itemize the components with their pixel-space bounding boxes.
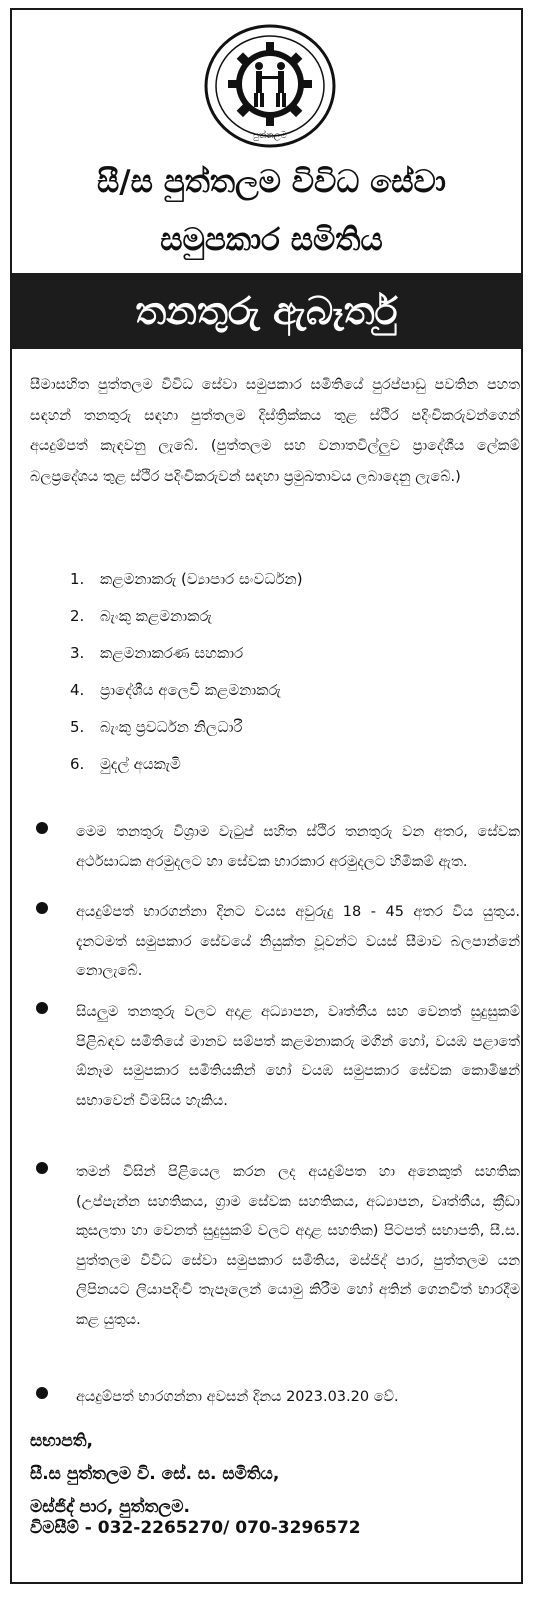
signature-line1: සභාපති,: [30, 1431, 93, 1451]
bullet-item: සියලුම තනතුරු වලට අදාළ අධ්‍යාපන, වෘත්තීය සහ වෙනත් සුදුසුකම් පිළිබඳව සමිතියේ මානව සම්පත් කළමනාකරු මගින් හෝ, වයඹ පළාතේ ඕනෑම සමුපකාර සමිතියකින් හෝ වයඹ සමුපකාර සේවක කොමිෂන් සභාවෙන් විමසිය හැකිය.: [30, 998, 520, 1116]
list-item: 4. ප්‍රාදේශීය අලෙවි කළමනාකරු: [70, 680, 281, 699]
logo-text: පුත්තලම: [252, 131, 288, 141]
bullet-item: අයදුම්පත් භාරගන්නා අවසන් දිනය 2023.03.20 වේ.: [30, 1383, 520, 1413]
org-title-line2: සමුපකාර සමිතිය: [160, 222, 383, 258]
signature-block: [30, 1425, 279, 1524]
bullet-icon: [36, 902, 48, 914]
bullet-item: මෙම තනතුරු විශ්‍රාම වැටුප් සහිත ස්ථිර තනතුරු වන අතර, සේවක අර්ථසාධක අරමුදලට හා සේවක භාරකාර අරමුදලට හිමිකම් ඇත.: [30, 818, 520, 877]
signature-line2: සී.ස පුත්තලම වි. සේ. ස. සමිතිය,: [30, 1464, 280, 1484]
bullet-icon: [36, 1387, 48, 1399]
bullet-icon: [36, 1162, 48, 1174]
list-item: 1. කළමනාකරු (ව්‍යාපාර සංවර්ධන): [70, 569, 303, 588]
banner-text: තනතුරු ඇබෑර්තු: [135, 288, 398, 333]
list-item: 6. මුදල් අයකැමි: [70, 754, 181, 773]
org-title-line1: සී/ස පුත්තලම විවිධ සේවා: [97, 164, 446, 200]
bullet-icon: [36, 822, 48, 834]
bullet-icon: [36, 1002, 48, 1014]
list-item: 3. කළමනාකරණ සහකාර: [70, 643, 244, 662]
intro-paragraph: සීමාසහිත පුත්තලම විවිධ සේවා සමුපකාර සමිතියේ පුරප්පාඩු පවතින පහත සඳහන් තනතුරු සඳහා පුත්තලම දිස්ත්‍රික්කය තුළ ස්ථිර පදිංචිකරුවන්ගෙන් අයදුම්පත් කැඳවනු ලැබේ. (පුත්තලම සහ වනාතවිල්ලුව ප්‍රාදේශීය ලේකම් බලප්‍රදේශය තුළ ස්ථිර පදිංචිකරුවන් සඳහා ප්‍රමුඛතාවය ලබාදෙනු ලැබේ.): [30, 377, 520, 485]
signature-line3: මස්ජිද් පාර, පුත්තලම.: [30, 1497, 190, 1517]
list-item: 5. බැංකු ප්‍රවර්ධන නිලධාරී: [70, 717, 243, 736]
cooperative-seal-logo: [201, 22, 339, 150]
contact-line: විමසීම් - 032-2265270/ 070-3296572: [30, 1518, 361, 1538]
bullet-item: අයදුම්පත් භාරගන්නා දිනට වයස අවුරුදු 18 - 45 අතර විය යුතුය. දැනටමත් සමුපකාර සේවයේ නියුක්ත වූවන්ට වයස් සීමාව බලපාන්නේ නොලැබේ.: [30, 898, 520, 987]
positions-list: [70, 560, 510, 782]
bullet-item: තමන් විසින් පිළියෙල කරන ලද අයදුම්පත හා අනෙකුත් සහතික (උප්පැන්න සහතිකය, ග්‍රාම සේවක සහතිකය, අධ්‍යාපන, වෘත්තීය, ක්‍රීඩා කුසලතා හා වෙනත් සුදුසුකම් වලට අදාළ සහතික) පිටපත් සභාපති, සී.ස. පුත්තලම විවිධ සේවා සමුපකාර සමිතිය, මස්ජිද් පාර, පුත්තලම යන ලිපිනයට ලියාපදිංචි තැපෑලෙන් යොමු කිරීම හෝ අතින් ගෙනවිත් භාරදීම කළ යුතුය.: [30, 1158, 520, 1335]
list-item: 2. බැංකු කළමනාකරු: [70, 606, 212, 625]
vacancies-banner: [12, 273, 521, 349]
